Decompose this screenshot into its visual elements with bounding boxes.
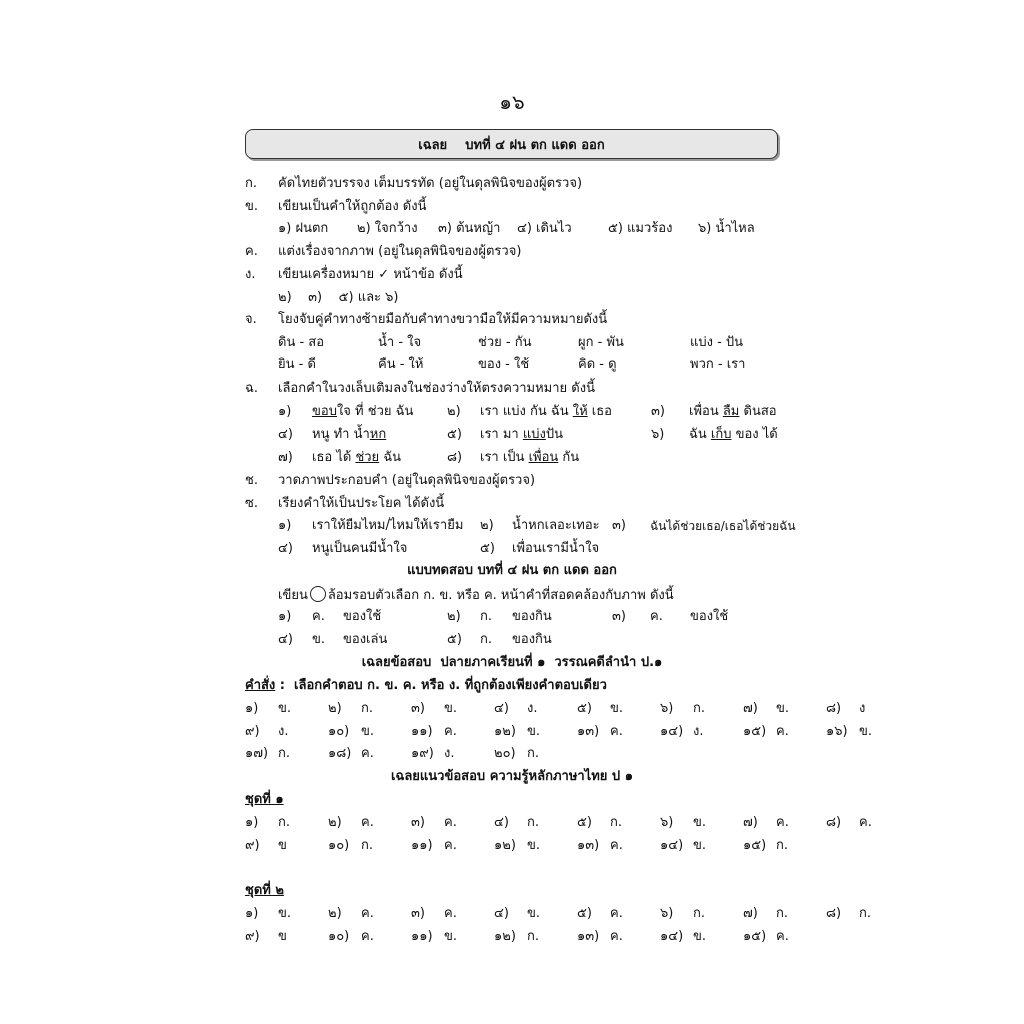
answer-number: ๓)	[411, 906, 425, 921]
fill-item-number: ๑)	[278, 404, 292, 419]
fill-item	[480, 404, 612, 420]
answer-choice: ข	[278, 929, 287, 944]
fill-item	[312, 404, 413, 420]
command-line	[245, 678, 607, 694]
fill-item	[312, 427, 386, 443]
fill-pre: เธอ ได้	[312, 450, 356, 465]
fill-answer: หก	[369, 427, 387, 442]
sentence-number: ๔)	[278, 541, 293, 556]
test-answer-letter: ค.	[312, 609, 325, 624]
answer-choice: ค.	[610, 906, 623, 921]
guide-heading: เฉลยแนวข้อสอบ ความรู้หลักภาษาไทย ป ๑	[391, 769, 633, 784]
answer-number: ๗)	[743, 701, 758, 716]
section-label: จ.	[245, 312, 257, 327]
answer-number: ๑)	[245, 701, 259, 716]
answer-number: ๘)	[826, 701, 842, 716]
answer-number: ๒)	[328, 815, 342, 830]
word-pair: พวก - เรา	[690, 357, 746, 372]
answer-choice: ข.	[859, 724, 873, 739]
answer-choice: ข.	[610, 701, 624, 716]
answer-number: ๔)	[494, 815, 509, 830]
answer-choice: ข.	[527, 724, 541, 739]
word-pair: ยิน - ดี	[278, 357, 316, 372]
section-text: เขียนเป็นคำให้ถูกต้อง ดังนี้	[278, 199, 427, 214]
answer-number: ๓)	[411, 815, 425, 830]
answer-choice: ก.	[361, 701, 374, 716]
fill-answer: ให้	[572, 404, 588, 419]
answer-choice: ข.	[278, 906, 292, 921]
answer-number: ๖)	[660, 701, 674, 716]
section-text: โยงจับคู่คำทางซ้ายมือกับคำทางขวามือให้มีความหมายดังนี้	[278, 312, 608, 327]
fill-item-number: ๗)	[278, 450, 293, 465]
fill-pre: ฉัน	[689, 427, 711, 442]
answer-choice: ข.	[444, 701, 458, 716]
answer-choice: ง.	[444, 746, 455, 761]
section-text: แต่งเรื่องจากภาพ (อยู่ในดุลพินิจของผู้ตรวจ)	[278, 244, 522, 259]
answer-number: ๗)	[743, 906, 758, 921]
test-instruction	[278, 586, 674, 604]
word-pair: ผูก - พัน	[578, 335, 624, 350]
test-answer-number: ๑)	[278, 609, 292, 624]
fill-answer: ขอบ	[312, 404, 337, 419]
answer-item: ๔) เดินไว	[517, 221, 572, 236]
answer-number: ๑)	[245, 815, 259, 830]
section-text: คัดไทยตัวบรรจง เต็มบรรทัด (อยู่ในดุลพินิจของผู้ตรวจ)	[278, 176, 583, 191]
fill-pre: เรา แบ่ง กัน ฉัน	[480, 404, 573, 419]
answer-number: ๑๕)	[743, 929, 767, 944]
answer-title: เฉลย บทที่ ๔ ฝน ตก แดด ออก	[418, 137, 605, 153]
sentence: เราให้ยืมไหม/ไหมให้เรายืม	[312, 518, 464, 533]
answer-choice: ค.	[610, 724, 623, 739]
answer-item: ๒) ใจกว้าง	[357, 221, 418, 236]
fill-pre: เรา เป็น	[480, 450, 529, 465]
answer-choice: ค.	[444, 815, 457, 830]
answer-number: ๙)	[245, 929, 260, 944]
answer-choice: ข.	[693, 929, 707, 944]
answer-choice: ค.	[859, 815, 872, 830]
answer-item: ๑) ฝนตก	[278, 221, 329, 236]
fill-item-number: ๔)	[278, 427, 293, 442]
fill-answer: ช่วย	[355, 450, 380, 465]
answer-choice: ข.	[444, 929, 458, 944]
sentence: หนูเป็นคนมีน้ำใจ	[312, 541, 408, 556]
section-text: เลือกคำในวงเล็บเติมลงในช่องว่างให้ตรงความหมาย ดังนี้	[278, 381, 595, 396]
command-label: คำสั่ง	[245, 678, 276, 693]
answer-number: ๙)	[245, 724, 260, 739]
answer-choice: ค.	[776, 815, 789, 830]
fill-post: เธอ	[587, 404, 612, 419]
answer-number: ๑๒)	[494, 929, 516, 944]
answer-choice: ก.	[361, 838, 374, 853]
word-pair: น้ำ - ใจ	[378, 335, 422, 350]
answer-number: ๙)	[245, 838, 260, 853]
answer-title-box	[245, 129, 778, 159]
answer-number: ๑๔)	[660, 724, 684, 739]
test-answer-number: ๓)	[612, 609, 626, 624]
sentence: ฉันได้ช่วยเธอ/เธอได้ช่วยฉัน	[650, 519, 796, 533]
answer-item: ๓) ต้นหญ้า	[438, 221, 501, 236]
answer-item: ๖) น้ำไหล	[698, 221, 755, 236]
answer-choice: ง	[859, 701, 866, 716]
answer-number: ๑๐)	[328, 929, 350, 944]
section-label: ซ.	[245, 496, 258, 511]
fill-post: ดินสอ	[739, 404, 777, 419]
answer-number: ๗)	[743, 815, 758, 830]
test-answer-letter: ก.	[480, 609, 493, 624]
fill-item	[480, 427, 563, 443]
answer-number: ๔)	[494, 906, 509, 921]
section-label: ง.	[245, 267, 256, 282]
answer-choice: ข.	[693, 815, 707, 830]
fill-answer: เพื่อน	[528, 450, 559, 465]
test-answer-word: ของใช้	[343, 609, 382, 624]
answer-choice: ค.	[610, 929, 623, 944]
answer-number: ๑)	[245, 906, 259, 921]
section-label: ก.	[245, 176, 258, 191]
section-text: เขียนเครื่องหมาย ✓ หน้าข้อ ดังนี้	[278, 267, 463, 282]
answer-choice: ง.	[527, 701, 538, 716]
answer-choice: ค.	[361, 929, 374, 944]
answer-choice: ข.	[527, 906, 541, 921]
answer-number: ๒)	[328, 906, 342, 921]
word-pair: แบ่ง - ปัน	[690, 335, 744, 350]
test-answer-number: ๔)	[278, 632, 293, 647]
test-answer-letter: ก.	[480, 632, 493, 647]
instruction-post: ล้อมรอบตัวเลือก ก. ข. หรือ ค. หน้าคำที่สอดคล้องกับภาพ ดังนี้	[327, 588, 674, 603]
test-answer-word: ของเล่น	[343, 632, 388, 647]
answer-choice: ก.	[610, 815, 623, 830]
answer-number: ๑๙)	[411, 746, 434, 761]
answer-choice: ข	[278, 838, 287, 853]
answer-number: ๕)	[577, 906, 592, 921]
test-heading: แบบทดสอบ บทที่ ๔ ฝน ตก แดด ออก	[407, 563, 617, 578]
test-answer-word: ของกิน	[512, 609, 552, 624]
sentence-number: ๑)	[278, 518, 292, 533]
fill-pre: เพื่อน	[689, 404, 723, 419]
answer-choice: ค.	[361, 746, 374, 761]
answer-choice: ก.	[527, 815, 540, 830]
answer-number: ๖)	[660, 906, 674, 921]
fill-item-number: ๒)	[447, 404, 461, 419]
answer-number: ๓)	[411, 701, 425, 716]
section-text: วาดภาพประกอบคำ (อยู่ในดุลพินิจของผู้ตรวจ)	[278, 473, 536, 488]
answer-choice: ง.	[693, 724, 704, 739]
answer-choice: ข.	[693, 838, 707, 853]
fill-post: ของ ได้	[731, 427, 778, 442]
word-pair: คืน - ให้	[378, 357, 424, 372]
section-label: ฉ.	[245, 381, 258, 396]
fill-post: ปัน	[545, 427, 563, 442]
word-pair: ของ - ใช้	[478, 357, 530, 372]
answer-choice: ก.	[527, 746, 540, 761]
answer-number: ๑๑)	[411, 724, 433, 739]
answer-number: ๒)	[328, 701, 342, 716]
set2-label: ชุดที่ ๒	[245, 883, 284, 898]
answer-number: ๑๓)	[577, 838, 600, 853]
fill-item	[312, 450, 401, 466]
answer-number: ๘)	[826, 815, 842, 830]
answer-number: ๑๕)	[743, 724, 767, 739]
fill-item-number: ๖)	[651, 427, 665, 442]
section-label: ช.	[245, 473, 258, 488]
fill-item-number: ๘)	[447, 450, 463, 465]
instruction-pre: เขียน	[278, 588, 308, 603]
answer-choice: ก.	[278, 815, 291, 830]
answer-number: ๑๐)	[328, 838, 350, 853]
answer-choice: ก.	[776, 906, 789, 921]
sentence: เพื่อนเรามีน้ำใจ	[512, 541, 600, 556]
test-answer-word: ของใช้	[690, 609, 729, 624]
test-answer-number: ๒)	[447, 609, 461, 624]
fill-pre: หนู ทำ น้ำ	[312, 427, 370, 442]
fill-post: ฉัน	[379, 450, 402, 465]
section-label: ค.	[245, 244, 258, 259]
answer-choice: ข.	[527, 838, 541, 853]
answer-number: ๑๖)	[826, 724, 848, 739]
answer-choice: ค.	[444, 838, 457, 853]
answer-number: ๑๗)	[245, 746, 269, 761]
answer-choice: ค.	[361, 815, 374, 830]
answer-number: ๖)	[660, 815, 674, 830]
answer-number: ๑๒)	[494, 724, 516, 739]
fill-post: กัน	[558, 450, 580, 465]
answer-choice: ข.	[361, 724, 375, 739]
fill-item	[689, 404, 777, 420]
answer-choice: ค.	[361, 906, 374, 921]
answer-number: ๑๒)	[494, 838, 516, 853]
answer-choice: ค.	[610, 838, 623, 853]
answer-number: ๘)	[826, 906, 842, 921]
answer-choice: ก.	[776, 838, 789, 853]
answer-choice: ง.	[278, 724, 289, 739]
test-answer-letter: ข.	[312, 632, 326, 647]
answer-number: ๔)	[494, 701, 509, 716]
section-text: เรียงคำให้เป็นประโยค ได้ดังนี้	[278, 496, 445, 511]
fill-answer: แบ่ง	[522, 427, 546, 442]
fill-pre: เรา มา	[480, 427, 523, 442]
exam-heading: เฉลยข้อสอบ ปลายภาคเรียนที่ ๑ วรรณคดีลำนำ ป.๑	[361, 655, 663, 670]
answer-choice: ก.	[278, 746, 291, 761]
answer-choice: ก.	[693, 701, 706, 716]
answer-choice: ค.	[444, 724, 457, 739]
answer-choice: ก.	[693, 906, 706, 921]
command-text: : เลือกคำตอบ ก. ข. ค. หรือ ง. ที่ถูกต้องเพียงคำตอบเดียว	[275, 678, 607, 693]
answer-number: ๑๔)	[660, 838, 684, 853]
sentence-number: ๒)	[480, 518, 494, 533]
answer-choice: ก.	[527, 929, 540, 944]
answer-item: ๕) แมวร้อง	[608, 221, 673, 236]
fill-item	[689, 427, 778, 443]
answer-number: ๕)	[577, 815, 592, 830]
sentence-number: ๓)	[612, 518, 626, 533]
answer-choice: ข.	[278, 701, 292, 716]
test-answer-number: ๕)	[447, 632, 462, 647]
fill-item-number: ๓)	[651, 404, 665, 419]
sentence: น้ำหกเลอะเทอะ	[512, 518, 600, 533]
page-number: ๑๖	[499, 90, 525, 114]
test-answer-word: ของกิน	[512, 632, 552, 647]
fill-post: ใจ ที่ ช่วย ฉัน	[336, 404, 414, 419]
answer-number: ๑๑)	[411, 838, 433, 853]
word-pair: คิด - ดู	[578, 357, 617, 372]
answer-number: ๑๑)	[411, 929, 433, 944]
answer-choice: ก.	[859, 906, 872, 921]
fill-item	[480, 450, 579, 466]
answer-list: ๒) ๓) ๕) และ ๖)	[278, 290, 399, 305]
answer-choice: ค.	[776, 929, 789, 944]
fill-answer: ลืม	[722, 404, 740, 419]
answer-choice: ข.	[776, 701, 790, 716]
answer-number: ๕)	[577, 701, 592, 716]
answer-number: ๑๓)	[577, 724, 600, 739]
answer-choice: ค.	[776, 724, 789, 739]
answer-number: ๑๐)	[328, 724, 350, 739]
word-pair: ช่วย - กัน	[478, 335, 532, 350]
sentence-number: ๕)	[480, 541, 495, 556]
word-pair: ดิน - สอ	[278, 335, 325, 350]
set1-label: ชุดที่ ๑	[245, 792, 284, 807]
answer-choice: ค.	[444, 906, 457, 921]
section-label: ข.	[245, 199, 259, 214]
answer-number: ๑๔)	[660, 929, 684, 944]
answer-number: ๑๘)	[328, 746, 352, 761]
test-answer-letter: ค.	[650, 609, 663, 624]
circle-icon	[310, 586, 326, 602]
fill-answer: เก็บ	[710, 427, 732, 442]
answer-number: ๑๓)	[577, 929, 600, 944]
answer-number: ๑๕)	[743, 838, 767, 853]
fill-item-number: ๕)	[447, 427, 462, 442]
answer-number: ๒๐)	[494, 746, 516, 761]
